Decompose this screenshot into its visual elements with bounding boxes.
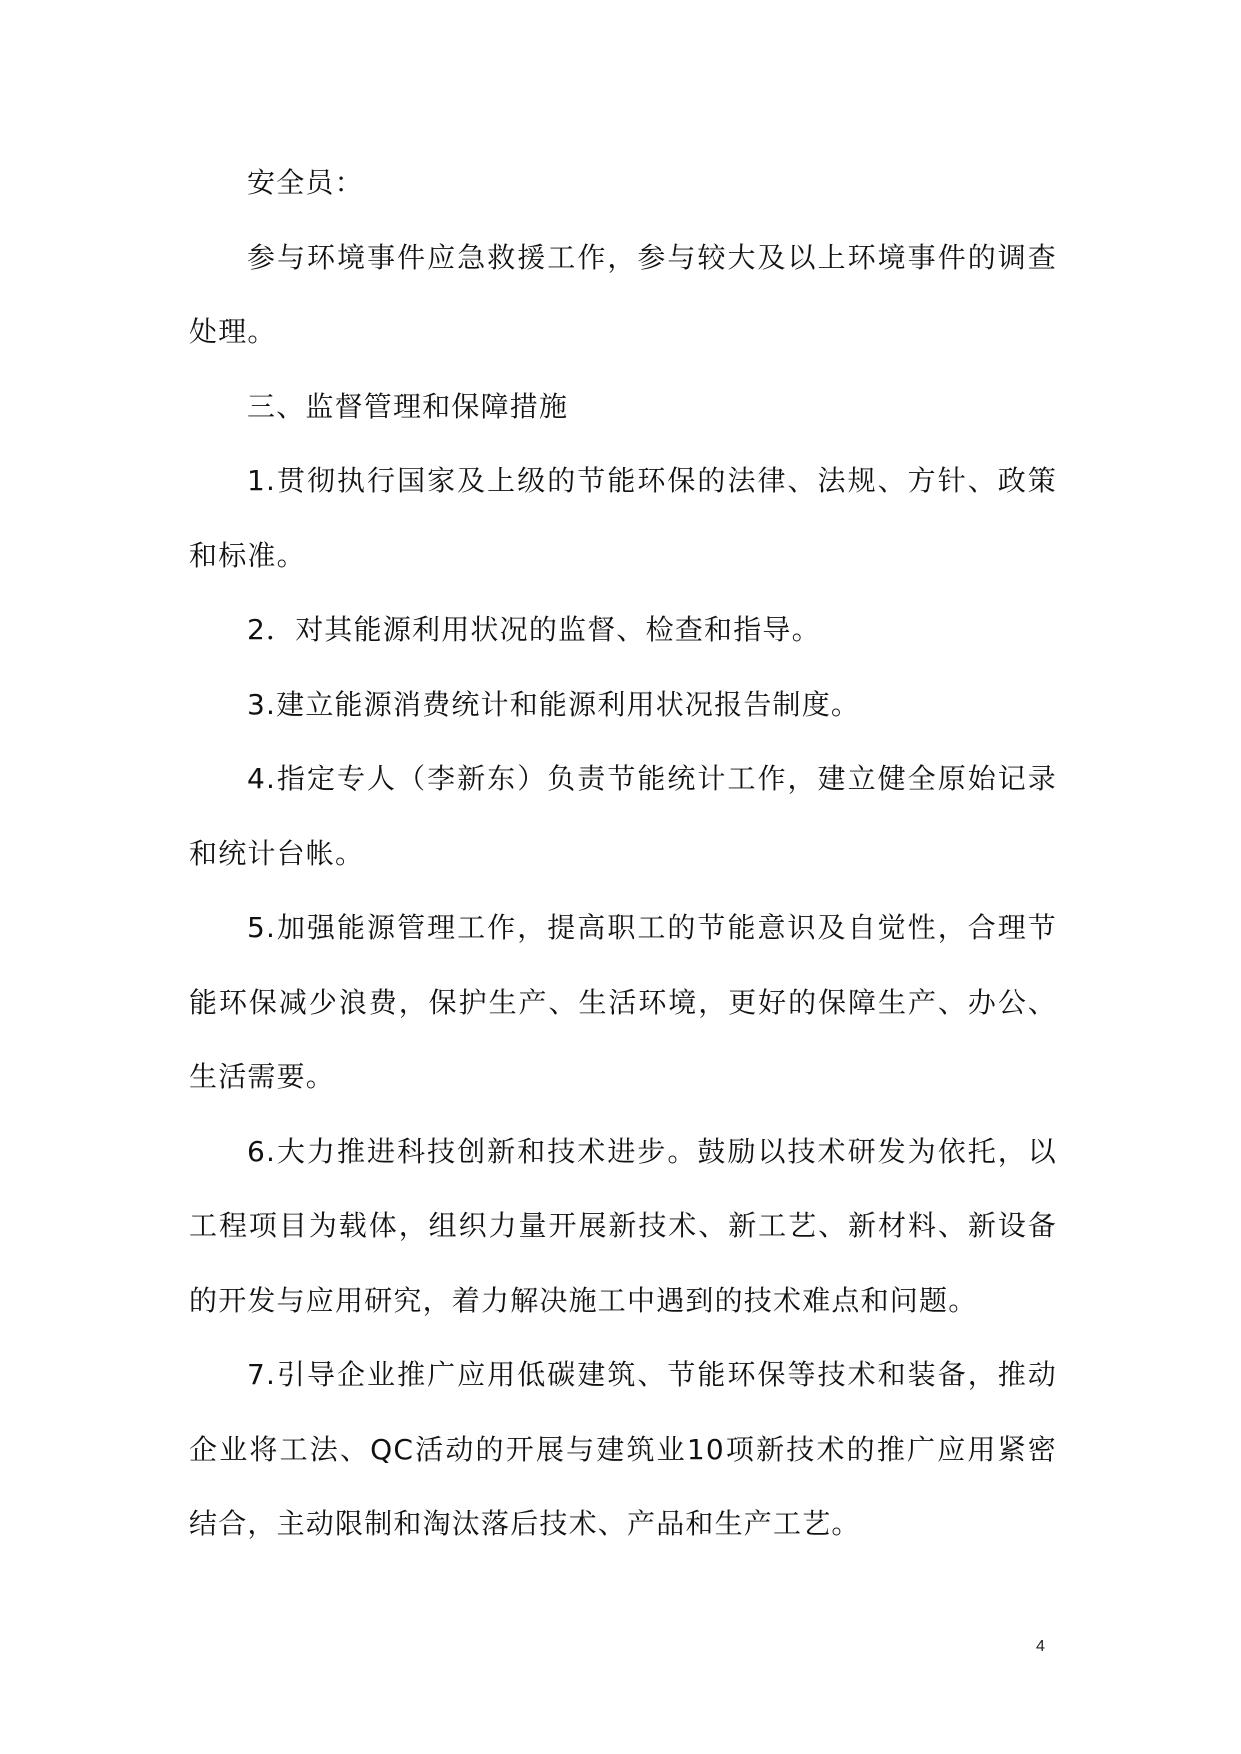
list-item-1: 1.贯彻执行国家及上级的节能环保的法律、法规、方针、政策和标准。 <box>189 464 1057 572</box>
list-item-2: 2．对其能源利用状况的监督、检查和指导。 <box>247 613 821 646</box>
list-item-7: 7.引导企业推广应用低碳建筑、节能环保等技术和装备，推动企业将工法、QC活动的开展与建筑业10项新技术的推广应用紧密结合，主动限制和淘汰落后技术、产品和生产工艺。 <box>189 1358 1057 1540</box>
document-body <box>189 146 1057 1562</box>
list-item-5: 5.加强能源管理工作，提高职工的节能意识及自觉性，合理节能环保减少浪费，保护生产、生活环境，更好的保障生产、办公、生活需要。 <box>189 911 1057 1093</box>
page-number: 4 <box>1036 1638 1045 1655</box>
list-item-6: 6.大力推进科技创新和技术进步。鼓励以技术研发为依托，以工程项目为载体，组织力量开展新技术、新工艺、新材料、新设备的开发与应用研究，着力解决施工中遇到的技术难点和问题。 <box>189 1134 1057 1317</box>
section-heading-supervision: 三、监督管理和保障措施 <box>247 389 569 423</box>
list-item-4: 4.指定专人（李新东）负责节能统计工作，建立健全原始记录和统计台帐。 <box>189 762 1057 870</box>
paragraph-safety-officer-duty: 参与环境事件应急救援工作，参与较大及以上环境事件的调查处理。 <box>189 240 1057 348</box>
paragraph-safety-officer-heading: 安全员： <box>247 166 364 199</box>
list-item-3: 3.建立能源消费统计和能源利用状况报告制度。 <box>247 687 861 721</box>
